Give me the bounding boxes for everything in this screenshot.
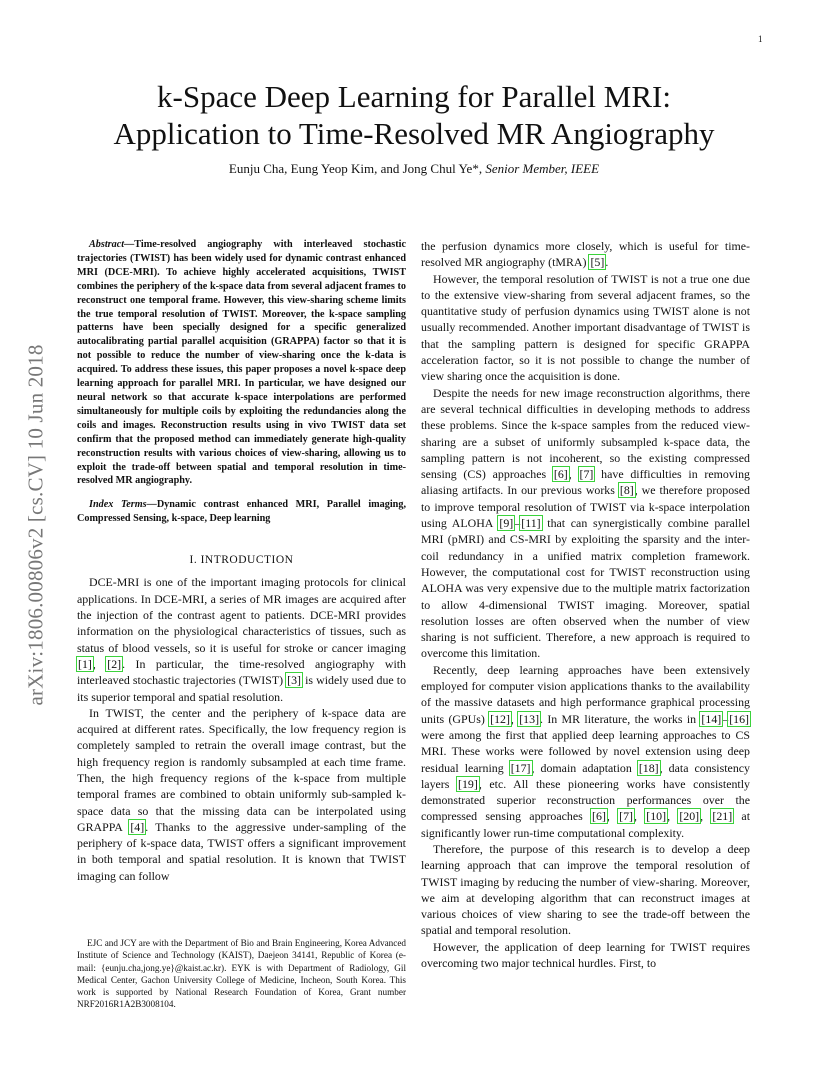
citation-link[interactable]: [10] bbox=[646, 809, 667, 824]
paragraph-text: that can synergistically combine parallel MRI (pMRI) and CS-MRI by exploiting the sparsity and the inter-coil redundancy in a unified matrix completion framework. However, the computational cost for TWIST reconstruction using ALOHA was very expensive due to the multiple matrix factorization to allow 4-dimensional TWIST imaging. Moreover, spatial resolution losses are often observed when the number of view sharing is not sufficient. Therefore, a new approach is required to overcome this limitation. bbox=[421, 516, 750, 661]
paragraph-text: . In MR literature, the works in bbox=[540, 711, 701, 726]
paragraph-text: . Thanks to the aggressive under-sampling of the periphery of k-space data, TWIST offers a significant improvement in both temporal and spatial resolution. It is known that TWIST imaging can follow bbox=[77, 819, 406, 883]
paragraph bbox=[421, 238, 750, 271]
paragraph-text: is widely used due to its superior temporal and spatial resolution. bbox=[77, 673, 407, 704]
citation-link[interactable]: [16] bbox=[729, 711, 749, 726]
abstract-text: Time-resolved angiography with interleaved stochastic trajectories (TWIST) has been widely used for dynamic contrast enhanced MRI (DCE-MRI). To achieve highly accelerated acquisitions, TWIST combines the periphery of the k-space data from several adjacent frames to reconstruct one temporal frame. However, this view-sharing scheme limits the true temporal resolution of TWIST. Moreover, the k-space sampling patterns have been specially designed for a specific generalized autocalibrating partial parallel acquisition (GRAPPA) factor so that it is not possible to reduce the number of view-sharing once the k-data is acquired. To address these issues, this paper proposes a novel k-space deep learning approach for parallel MRI. In particular, we have designed our neural network so that accurate k-space interpolations are performed simultaneously for multiple coils by exploiting the redundancies along the coils and images. Reconstruction results using in vivo TWIST data set confirm that the proposed method can immediately generate high-quality reconstruction results with various choices of view-sharing, allowing us to exploit the trade-off between spatial and temporal resolution in time-resolved MR angiography. bbox=[77, 239, 406, 487]
author-names: Eunju Cha, Eung Yeop Kim, and Jong Chul Ye*, bbox=[228, 161, 486, 176]
arxiv-identifier bbox=[22, 290, 50, 760]
citation-link[interactable]: [1] bbox=[78, 656, 92, 671]
citation-link[interactable]: [8] bbox=[619, 483, 634, 498]
paragraph-text: , domain adaptation bbox=[531, 760, 638, 775]
right-body-text bbox=[421, 238, 750, 971]
paragraph-text: Recently, deep learning approaches have been extensively employed for computer vision applications thanks to the availability of the massive datasets and high performance graphical processing units (GPUs) bbox=[421, 662, 750, 726]
author-role: Senior Member, IEEE bbox=[485, 161, 600, 176]
citation-link[interactable]: [6] bbox=[553, 467, 568, 482]
paragraph-text: – bbox=[514, 516, 521, 531]
paragraph-text: the perfusion dynamics more closely, which is useful for time-resolved MR angiography (tMRA) bbox=[421, 239, 750, 270]
index-terms bbox=[77, 498, 406, 526]
citation-link[interactable]: [9] bbox=[499, 516, 514, 531]
author-list bbox=[60, 161, 768, 177]
paragraph bbox=[77, 574, 406, 704]
index-terms-text: Dynamic contrast enhanced MRI, Parallel imaging, Compressed Sensing, k-space, Deep learning bbox=[77, 499, 406, 525]
title-line-1: k-Space Deep Learning for Parallel MRI: bbox=[157, 79, 671, 114]
paragraph-text: , bbox=[568, 467, 579, 482]
citation-link[interactable]: [7] bbox=[579, 467, 594, 482]
paragraph-text: – bbox=[722, 711, 729, 726]
paragraph-text: , bbox=[510, 711, 519, 726]
page-number: 1 bbox=[758, 34, 763, 44]
citation-link[interactable]: [12] bbox=[490, 711, 510, 726]
citation-link[interactable]: [2] bbox=[107, 656, 122, 671]
paragraph-text: , bbox=[700, 809, 712, 824]
paragraph-text: , bbox=[667, 809, 679, 824]
section-heading: I. INTRODUCTION bbox=[189, 554, 294, 567]
paragraph-text: Therefore, the purpose of this research is to develop a deep learning approach that can improve the temporal resolution of TWIST imaging by reducing the number of view-sharing. Moreover, we aim at developing algorithm that can reconstruct images at various choices of view sharing to see the trade-off between the spatial and temporal resolution. bbox=[421, 841, 750, 938]
paragraph-text: at significantly lower run-time computational complexity. bbox=[421, 809, 751, 840]
index-terms-label: Index Terms— bbox=[89, 499, 157, 511]
citation-link[interactable]: [18] bbox=[638, 760, 659, 775]
paragraph-text: , etc. All these pioneering works have consistently demonstrated superior reconstruction performances over the compressed sensing approaches bbox=[421, 776, 750, 824]
citation-link[interactable]: [17] bbox=[510, 760, 531, 775]
abstract bbox=[77, 238, 406, 488]
citation-link[interactable]: [6] bbox=[592, 809, 606, 824]
paragraph-text: DCE-MRI is one of the important imaging protocols for clinical applications. In DCE-MRI, a series of MR images are acquired after the injection of the contrast agent to patients. DCE-MRI provides information on the physiological characteristics of tissues, such as status of blood vessels, so it is useful for stroke or cancer imaging bbox=[77, 575, 406, 655]
citation-link[interactable]: [3] bbox=[287, 673, 302, 688]
paragraph bbox=[421, 841, 750, 939]
citation-link[interactable]: [11] bbox=[521, 516, 541, 531]
citation-link[interactable]: [19] bbox=[458, 776, 478, 791]
paragraph bbox=[77, 705, 406, 884]
footnote: EJC and JCY are with the Department of Bio and Brain Engineering, Korea Advanced Institute of Science and Technology (KAIST), Daejeon 34141, Republic of Korea (e-mail: {eunju.cha,jong.ye}@kaist.ac.kr). EYK is with Department of Radiology, Gil Medical Center, Gachon University College of Medicine, Incheon, South Korea. This work is supported by National Research Foundation of Korea, Grant number NRF2016R1A2B3008104. bbox=[77, 938, 406, 1010]
paragraph-text: However, the temporal resolution of TWIST is not a true one due to the extensive view-sharing from several adjacent frames, so the quantitative study of perfusion dynamics using TWIST alone is not usually recommended. Another important disadvantage of TWIST is that the sampling pattern is designed for specific GRAPPA acceleration factor, so it is not possible to change the number of view sharing once the acquisition is done. bbox=[421, 271, 750, 384]
citation-link[interactable]: [13] bbox=[519, 711, 540, 726]
citation-link[interactable]: [20] bbox=[679, 809, 700, 824]
paragraph-text: were among the first that applied deep learning approaches to CS MRI. These works were followed by novel extension using deep residual learning bbox=[421, 727, 750, 775]
paragraph-text: , bbox=[634, 809, 646, 824]
paragraph-text: . In particular, the time-resolved angiography with interleaved stochastic trajectories (TWIST) bbox=[77, 656, 406, 688]
citation-link[interactable]: [21] bbox=[712, 809, 733, 824]
paragraph-text: Despite the needs for new image reconstruction algorithms, there are several technical difficulties in developing methods to address these problems. Since the k-space samples from the reduced view-sharing are a subset of uniformly subsampled k-space data, the sampling pattern is not incoherent, so the existing compressed sensing (CS) approaches bbox=[421, 385, 750, 482]
paragraph-text: However, the application of deep learning for TWIST requires overcoming two major technical hurdles. First, to bbox=[421, 939, 750, 971]
paragraph-text: have difficulties in removing aliasing artifacts. In our previous works bbox=[421, 467, 750, 498]
paragraph bbox=[421, 385, 750, 662]
paragraph-text: , data consistency layers bbox=[421, 760, 750, 791]
paragraph-text: , bbox=[606, 809, 619, 824]
left-body-text bbox=[77, 574, 406, 884]
paragraph bbox=[421, 271, 750, 385]
paragraph bbox=[421, 662, 750, 841]
paragraph bbox=[421, 939, 750, 972]
citation-link[interactable]: [14] bbox=[701, 711, 722, 726]
paper-title bbox=[60, 78, 768, 152]
right-column bbox=[421, 238, 750, 971]
title-line-2: Application to Time-Resolved MR Angiography bbox=[113, 116, 715, 151]
citation-link[interactable]: [5] bbox=[590, 255, 605, 270]
paragraph-text: In TWIST, the center and the periphery of k-space data are acquired at different rates. Specifically, the low frequency region is completely sampled to retrain the overall image contrast, but the high frequency region is randomly subsampled at each time frame. Then, the high frequency regions of the k-space from multiple temporal frames are combined to obtain uniformly sub-sampled k-space data so that the missing data can be interpolated using GRAPPA bbox=[77, 705, 406, 834]
citation-link[interactable]: [7] bbox=[619, 809, 634, 824]
citation-link[interactable]: [4] bbox=[130, 819, 145, 834]
abstract-label: Abstract— bbox=[89, 239, 135, 250]
paragraph-text: . bbox=[605, 255, 609, 270]
arxiv-identifier-text: arXiv:1806.00806v2 [cs.CV] 10 Jun 2018 bbox=[23, 344, 48, 706]
paragraph-text: , bbox=[92, 656, 107, 671]
paragraph-text: , we therefore proposed to improve temporal resolution of TWIST via k-space interpolation using ALOHA bbox=[421, 483, 750, 531]
left-column bbox=[77, 238, 406, 884]
